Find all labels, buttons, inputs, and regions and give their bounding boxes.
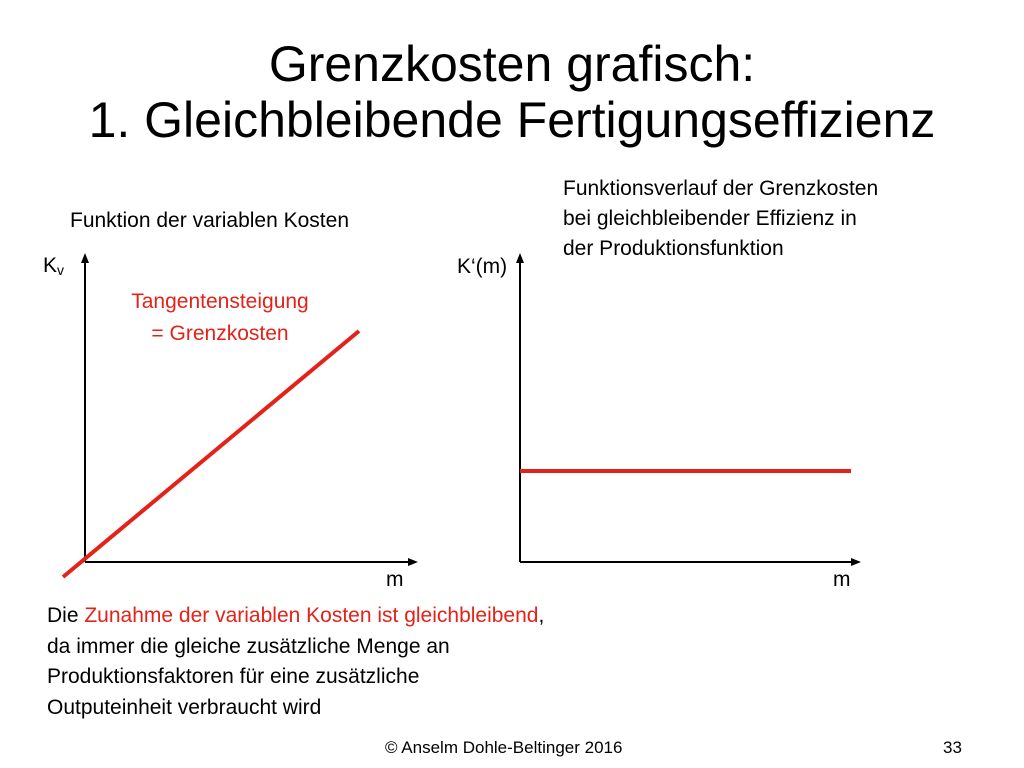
right-heading-line-2: bei gleichbleibender Effizienz in [563, 207, 857, 230]
left-y-axis-subscript: v [57, 262, 65, 278]
left-y-axis-letter: K [43, 254, 58, 277]
right-heading-line-3: der Produktionsfunktion [563, 237, 784, 260]
note-part-2-highlight: Zunahme der variablen Kosten ist gleichbleibend [84, 604, 539, 627]
footer-page-number: 33 [943, 738, 962, 757]
note-part-3: , da immer die gleiche zusätzliche Menge an Produktionsfaktoren für eine zusätzliche Outputeinheit verbraucht wird [47, 604, 545, 719]
right-y-axis-label: K‘(m) [457, 255, 508, 278]
right-x-axis-label: m [833, 568, 851, 591]
title-line-1: Grenzkosten grafisch: [268, 36, 756, 92]
annotation-line-2: = Grenzkosten [151, 322, 289, 345]
annotation-line-1: Tangentensteigung [131, 290, 309, 313]
note-part-1: Die [47, 604, 85, 627]
footer-copyright: © Anselm Dohle-Beltinger 2016 [385, 738, 623, 757]
title-line-2: 1. Gleichbleibende Fertigungseffizienz [88, 92, 936, 148]
left-x-axis-label: m [386, 568, 404, 591]
right-heading-line-1: Funktionsverlauf der Grenzkosten [563, 177, 879, 200]
left-chart-heading: Funktion der variablen Kosten [70, 209, 349, 232]
explanation-note [47, 601, 547, 723]
variable-cost-line [63, 331, 359, 577]
